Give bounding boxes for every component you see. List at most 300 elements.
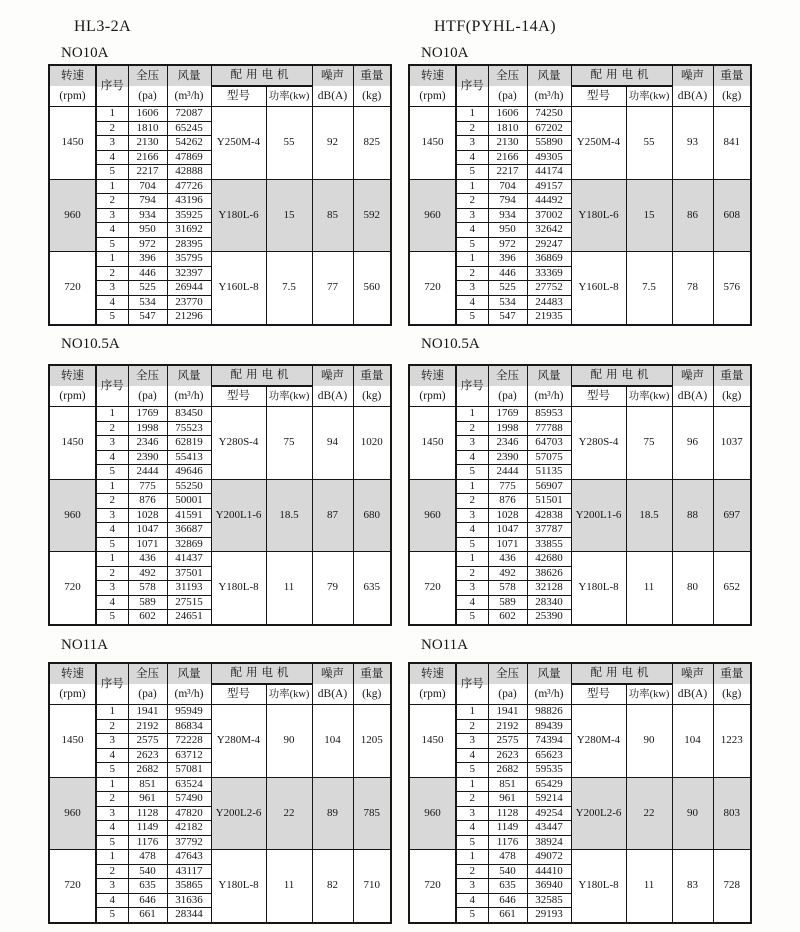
power-cell: 75 bbox=[626, 407, 672, 480]
fan-size-label: NO10A bbox=[61, 45, 109, 61]
pressure-cell: 446 bbox=[488, 266, 527, 281]
index-cell: 4 bbox=[456, 893, 488, 908]
flow-cell: 83450 bbox=[167, 407, 211, 422]
table-row bbox=[49, 107, 391, 122]
rpm-cell: 720 bbox=[409, 552, 456, 625]
pressure-cell: 2390 bbox=[128, 450, 167, 465]
flow-cell: 38626 bbox=[527, 566, 571, 581]
pressure-cell: 1606 bbox=[128, 107, 167, 122]
weight-cell: 785 bbox=[353, 777, 391, 850]
pressure-cell: 2192 bbox=[488, 719, 527, 734]
pressure-cell: 961 bbox=[488, 792, 527, 807]
flow-cell: 49646 bbox=[167, 465, 211, 480]
model-cell: Y180L-8 bbox=[571, 850, 626, 923]
index-cell: 2 bbox=[456, 266, 488, 281]
flow-cell: 57490 bbox=[167, 792, 211, 807]
index-cell: 5 bbox=[96, 465, 128, 480]
flow-cell: 51135 bbox=[527, 465, 571, 480]
power-cell: 11 bbox=[626, 850, 672, 923]
index-cell: 2 bbox=[96, 266, 128, 281]
index-cell: 3 bbox=[96, 879, 128, 894]
table-body bbox=[409, 107, 751, 325]
header-weight: 重量 bbox=[353, 65, 391, 86]
header-row-top bbox=[409, 365, 751, 386]
table-row bbox=[49, 777, 391, 792]
flow-cell: 65623 bbox=[527, 748, 571, 763]
flow-cell: 77788 bbox=[527, 421, 571, 436]
flow-cell: 29247 bbox=[527, 237, 571, 252]
index-cell: 1 bbox=[456, 850, 488, 865]
header-weight: 重量 bbox=[353, 663, 391, 684]
model-cell: Y180L-8 bbox=[211, 850, 266, 923]
model-cell: Y180L-8 bbox=[211, 552, 266, 625]
pressure-cell: 436 bbox=[488, 552, 527, 567]
flow-cell: 72087 bbox=[167, 107, 211, 122]
header-noise-unit: dB(A) bbox=[672, 684, 713, 705]
pressure-cell: 396 bbox=[488, 252, 527, 267]
flow-cell: 54262 bbox=[167, 136, 211, 151]
pressure-cell: 2682 bbox=[128, 763, 167, 778]
header-noise: 噪声 bbox=[312, 365, 353, 386]
pressure-cell: 478 bbox=[128, 850, 167, 865]
header-weight-unit: (kg) bbox=[353, 86, 391, 107]
model-cell: Y200L2-6 bbox=[571, 777, 626, 850]
pressure-cell: 1176 bbox=[488, 835, 527, 850]
header-noise-unit: dB(A) bbox=[672, 386, 713, 407]
index-cell: 5 bbox=[96, 310, 128, 325]
pressure-cell: 775 bbox=[488, 479, 527, 494]
weight-cell: 841 bbox=[713, 107, 751, 180]
model-cell: Y200L2-6 bbox=[211, 777, 266, 850]
rpm-cell: 720 bbox=[49, 252, 96, 325]
header-flow-unit: (m³/h) bbox=[527, 386, 571, 407]
header-motor: 配用电机 bbox=[571, 65, 672, 86]
header-index: 序号 bbox=[456, 65, 488, 107]
table-body bbox=[409, 407, 751, 625]
flow-cell: 43196 bbox=[167, 194, 211, 209]
index-cell: 3 bbox=[96, 136, 128, 151]
pressure-cell: 876 bbox=[488, 494, 527, 509]
spec-table bbox=[48, 64, 392, 326]
model-cell: Y200L1-6 bbox=[571, 479, 626, 552]
header-model: 型号 bbox=[211, 684, 266, 705]
power-cell: 90 bbox=[626, 705, 672, 778]
header-weight-unit: (kg) bbox=[713, 386, 751, 407]
weight-cell: 1020 bbox=[353, 407, 391, 480]
index-cell: 4 bbox=[456, 150, 488, 165]
pressure-cell: 1176 bbox=[128, 835, 167, 850]
header-weight-unit: (kg) bbox=[353, 684, 391, 705]
pressure-cell: 1028 bbox=[488, 508, 527, 523]
pressure-cell: 1128 bbox=[488, 806, 527, 821]
header-pressure-unit: (pa) bbox=[128, 386, 167, 407]
flow-cell: 59214 bbox=[527, 792, 571, 807]
pressure-cell: 704 bbox=[128, 179, 167, 194]
index-cell: 5 bbox=[456, 237, 488, 252]
index-cell: 4 bbox=[456, 748, 488, 763]
rpm-cell: 960 bbox=[49, 479, 96, 552]
flow-cell: 55413 bbox=[167, 450, 211, 465]
index-cell: 4 bbox=[96, 893, 128, 908]
weight-cell: 728 bbox=[713, 850, 751, 923]
flow-cell: 75523 bbox=[167, 421, 211, 436]
noise-cell: 92 bbox=[312, 107, 353, 180]
pressure-cell: 851 bbox=[128, 777, 167, 792]
index-cell: 3 bbox=[456, 806, 488, 821]
header-speed-unit: (rpm) bbox=[49, 86, 96, 107]
power-cell: 11 bbox=[266, 552, 312, 625]
index-cell: 3 bbox=[96, 281, 128, 296]
flow-cell: 37501 bbox=[167, 566, 211, 581]
flow-cell: 47820 bbox=[167, 806, 211, 821]
index-cell: 4 bbox=[96, 748, 128, 763]
header-index: 序号 bbox=[96, 365, 128, 407]
model-cell: Y250M-4 bbox=[211, 107, 266, 180]
pressure-cell: 961 bbox=[128, 792, 167, 807]
header-speed: 转速 bbox=[409, 663, 456, 684]
flow-cell: 95949 bbox=[167, 705, 211, 720]
header-row-top bbox=[49, 65, 391, 86]
table-header bbox=[49, 663, 391, 705]
model-cell: Y160L-8 bbox=[211, 252, 266, 325]
header-noise: 噪声 bbox=[672, 365, 713, 386]
flow-cell: 65245 bbox=[167, 121, 211, 136]
flow-cell: 37787 bbox=[527, 523, 571, 538]
table-body bbox=[49, 705, 391, 923]
noise-cell: 88 bbox=[672, 479, 713, 552]
power-cell: 11 bbox=[626, 552, 672, 625]
flow-cell: 43447 bbox=[527, 821, 571, 836]
pressure-cell: 1769 bbox=[488, 407, 527, 422]
flow-cell: 27752 bbox=[527, 281, 571, 296]
spec-table bbox=[48, 662, 392, 924]
index-cell: 1 bbox=[456, 552, 488, 567]
pressure-cell: 2623 bbox=[488, 748, 527, 763]
pressure-cell: 934 bbox=[488, 208, 527, 223]
header-motor: 配用电机 bbox=[571, 365, 672, 386]
header-power: 功率(kw) bbox=[266, 386, 312, 407]
fan-size-label: NO11A bbox=[61, 637, 108, 653]
header-flow-unit: (m³/h) bbox=[527, 684, 571, 705]
flow-cell: 63524 bbox=[167, 777, 211, 792]
pressure-cell: 1047 bbox=[488, 523, 527, 538]
header-weight-unit: (kg) bbox=[353, 386, 391, 407]
flow-cell: 55890 bbox=[527, 136, 571, 151]
rpm-cell: 1450 bbox=[409, 107, 456, 180]
pressure-cell: 1941 bbox=[128, 705, 167, 720]
index-cell: 4 bbox=[456, 821, 488, 836]
flow-cell: 47869 bbox=[167, 150, 211, 165]
header-noise-unit: dB(A) bbox=[312, 684, 353, 705]
header-noise-unit: dB(A) bbox=[672, 86, 713, 107]
index-cell: 3 bbox=[456, 281, 488, 296]
flow-cell: 86834 bbox=[167, 719, 211, 734]
table-row bbox=[49, 850, 391, 865]
power-cell: 18.5 bbox=[266, 479, 312, 552]
flow-cell: 74250 bbox=[527, 107, 571, 122]
header-pressure: 全压 bbox=[488, 365, 527, 386]
index-cell: 2 bbox=[456, 194, 488, 209]
header-power: 功率(kw) bbox=[266, 86, 312, 107]
table-row bbox=[409, 107, 751, 122]
flow-cell: 74394 bbox=[527, 734, 571, 749]
header-noise: 噪声 bbox=[312, 663, 353, 684]
pressure-cell: 646 bbox=[488, 893, 527, 908]
flow-cell: 21296 bbox=[167, 310, 211, 325]
pressure-cell: 2217 bbox=[128, 165, 167, 180]
index-cell: 1 bbox=[96, 179, 128, 194]
pressure-cell: 2575 bbox=[488, 734, 527, 749]
pressure-cell: 436 bbox=[128, 552, 167, 567]
pressure-cell: 1047 bbox=[128, 523, 167, 538]
power-cell: 11 bbox=[266, 850, 312, 923]
noise-cell: 89 bbox=[312, 777, 353, 850]
index-cell: 5 bbox=[96, 835, 128, 850]
rpm-cell: 960 bbox=[409, 179, 456, 252]
flow-cell: 31193 bbox=[167, 581, 211, 596]
spec-table-block bbox=[408, 336, 752, 626]
model-cell: Y180L-6 bbox=[571, 179, 626, 252]
flow-cell: 33369 bbox=[527, 266, 571, 281]
flow-cell: 21935 bbox=[527, 310, 571, 325]
model-cell: Y180L-6 bbox=[211, 179, 266, 252]
pressure-cell: 2130 bbox=[128, 136, 167, 151]
header-power: 功率(kw) bbox=[626, 386, 672, 407]
pressure-cell: 794 bbox=[488, 194, 527, 209]
rpm-cell: 720 bbox=[49, 552, 96, 625]
header-noise-unit: dB(A) bbox=[312, 86, 353, 107]
spec-table-block bbox=[408, 45, 752, 326]
pressure-cell: 1149 bbox=[488, 821, 527, 836]
pressure-cell: 775 bbox=[128, 479, 167, 494]
index-cell: 1 bbox=[456, 252, 488, 267]
flow-cell: 64703 bbox=[527, 436, 571, 451]
noise-cell: 96 bbox=[672, 407, 713, 480]
spec-table bbox=[408, 64, 752, 326]
index-cell: 5 bbox=[456, 165, 488, 180]
model-cell: Y180L-8 bbox=[571, 552, 626, 625]
table-row bbox=[409, 252, 751, 267]
rpm-cell: 1450 bbox=[49, 107, 96, 180]
flow-cell: 55250 bbox=[167, 479, 211, 494]
flow-cell: 62819 bbox=[167, 436, 211, 451]
header-index: 序号 bbox=[456, 663, 488, 705]
spec-table bbox=[408, 662, 752, 924]
table-body bbox=[49, 107, 391, 325]
index-cell: 1 bbox=[456, 407, 488, 422]
header-flow: 风量 bbox=[167, 65, 211, 86]
index-cell: 2 bbox=[456, 566, 488, 581]
header-weight-unit: (kg) bbox=[713, 684, 751, 705]
table-row bbox=[49, 179, 391, 194]
pressure-cell: 396 bbox=[128, 252, 167, 267]
rpm-cell: 960 bbox=[409, 777, 456, 850]
index-cell: 1 bbox=[96, 705, 128, 720]
flow-cell: 33855 bbox=[527, 537, 571, 552]
pressure-cell: 492 bbox=[128, 566, 167, 581]
model-cell: Y160L-8 bbox=[571, 252, 626, 325]
pressure-cell: 851 bbox=[488, 777, 527, 792]
header-flow: 风量 bbox=[527, 663, 571, 684]
weight-cell: 1037 bbox=[713, 407, 751, 480]
noise-cell: 104 bbox=[312, 705, 353, 778]
header-speed-unit: (rpm) bbox=[49, 386, 96, 407]
flow-cell: 44174 bbox=[527, 165, 571, 180]
table-row bbox=[409, 850, 751, 865]
flow-cell: 63712 bbox=[167, 748, 211, 763]
flow-cell: 59535 bbox=[527, 763, 571, 778]
header-weight: 重量 bbox=[713, 365, 751, 386]
index-cell: 2 bbox=[456, 421, 488, 436]
pressure-cell: 661 bbox=[488, 908, 527, 923]
flow-cell: 26944 bbox=[167, 281, 211, 296]
power-cell: 18.5 bbox=[626, 479, 672, 552]
header-index: 序号 bbox=[96, 65, 128, 107]
pressure-cell: 2130 bbox=[488, 136, 527, 151]
noise-cell: 87 bbox=[312, 479, 353, 552]
weight-cell: 635 bbox=[353, 552, 391, 625]
index-cell: 3 bbox=[456, 436, 488, 451]
header-noise: 噪声 bbox=[312, 65, 353, 86]
pressure-cell: 525 bbox=[488, 281, 527, 296]
model-cell: Y280S-4 bbox=[571, 407, 626, 480]
flow-cell: 65429 bbox=[527, 777, 571, 792]
flow-cell: 49157 bbox=[527, 179, 571, 194]
pressure-cell: 602 bbox=[128, 610, 167, 625]
flow-cell: 32869 bbox=[167, 537, 211, 552]
index-cell: 4 bbox=[96, 295, 128, 310]
table-header bbox=[49, 365, 391, 407]
flow-cell: 50001 bbox=[167, 494, 211, 509]
model-cell: Y200L1-6 bbox=[211, 479, 266, 552]
index-cell: 2 bbox=[96, 421, 128, 436]
index-cell: 1 bbox=[96, 850, 128, 865]
table-header bbox=[409, 365, 751, 407]
header-motor: 配用电机 bbox=[211, 663, 312, 684]
pressure-cell: 578 bbox=[128, 581, 167, 596]
index-cell: 5 bbox=[96, 908, 128, 923]
index-cell: 5 bbox=[456, 310, 488, 325]
table-header bbox=[409, 65, 751, 107]
pressure-cell: 1810 bbox=[128, 121, 167, 136]
header-speed-unit: (rpm) bbox=[49, 684, 96, 705]
index-cell: 5 bbox=[456, 908, 488, 923]
header-speed: 转速 bbox=[49, 663, 96, 684]
flow-cell: 51501 bbox=[527, 494, 571, 509]
table-header bbox=[409, 663, 751, 705]
rpm-cell: 1450 bbox=[409, 407, 456, 480]
pressure-cell: 534 bbox=[128, 295, 167, 310]
power-cell: 7.5 bbox=[266, 252, 312, 325]
pressure-cell: 540 bbox=[128, 864, 167, 879]
pressure-cell: 589 bbox=[128, 595, 167, 610]
index-cell: 5 bbox=[456, 763, 488, 778]
flow-cell: 32128 bbox=[527, 581, 571, 596]
weight-cell: 825 bbox=[353, 107, 391, 180]
index-cell: 2 bbox=[96, 194, 128, 209]
pressure-cell: 1998 bbox=[128, 421, 167, 436]
header-flow: 风量 bbox=[167, 365, 211, 386]
table-row bbox=[409, 777, 751, 792]
header-row-top bbox=[49, 365, 391, 386]
index-cell: 5 bbox=[96, 165, 128, 180]
header-pressure-unit: (pa) bbox=[128, 684, 167, 705]
pressure-cell: 547 bbox=[128, 310, 167, 325]
index-cell: 2 bbox=[456, 864, 488, 879]
header-flow-unit: (m³/h) bbox=[167, 86, 211, 107]
header-model: 型号 bbox=[211, 86, 266, 107]
index-cell: 2 bbox=[456, 494, 488, 509]
flow-cell: 36687 bbox=[167, 523, 211, 538]
table-body bbox=[49, 407, 391, 625]
spec-table-block bbox=[408, 637, 752, 924]
index-cell: 3 bbox=[96, 581, 128, 596]
fan-size-label: NO10A bbox=[421, 45, 469, 61]
power-cell: 90 bbox=[266, 705, 312, 778]
pressure-cell: 534 bbox=[488, 295, 527, 310]
pressure-cell: 602 bbox=[488, 610, 527, 625]
table-row bbox=[49, 407, 391, 422]
index-cell: 2 bbox=[456, 719, 488, 734]
pressure-cell: 547 bbox=[488, 310, 527, 325]
table-row bbox=[49, 479, 391, 494]
pressure-cell: 2575 bbox=[128, 734, 167, 749]
flow-cell: 24483 bbox=[527, 295, 571, 310]
flow-cell: 28344 bbox=[167, 908, 211, 923]
index-cell: 1 bbox=[456, 777, 488, 792]
noise-cell: 93 bbox=[672, 107, 713, 180]
header-pressure: 全压 bbox=[128, 65, 167, 86]
spec-table-block bbox=[48, 336, 392, 626]
pressure-cell: 1149 bbox=[128, 821, 167, 836]
flow-cell: 67202 bbox=[527, 121, 571, 136]
pressure-cell: 794 bbox=[128, 194, 167, 209]
header-pressure: 全压 bbox=[128, 365, 167, 386]
header-speed-unit: (rpm) bbox=[409, 386, 456, 407]
header-motor: 配用电机 bbox=[211, 365, 312, 386]
power-cell: 55 bbox=[626, 107, 672, 180]
rpm-cell: 720 bbox=[49, 850, 96, 923]
noise-cell: 86 bbox=[672, 179, 713, 252]
table-row bbox=[49, 252, 391, 267]
flow-cell: 49305 bbox=[527, 150, 571, 165]
table-row bbox=[409, 552, 751, 567]
flow-cell: 27515 bbox=[167, 595, 211, 610]
pressure-cell: 972 bbox=[488, 237, 527, 252]
pressure-cell: 1028 bbox=[128, 508, 167, 523]
weight-cell: 576 bbox=[713, 252, 751, 325]
product-model-title: HTF(PYHL-14A) bbox=[434, 18, 557, 35]
flow-cell: 35925 bbox=[167, 208, 211, 223]
index-cell: 3 bbox=[96, 806, 128, 821]
header-flow: 风量 bbox=[527, 365, 571, 386]
weight-cell: 697 bbox=[713, 479, 751, 552]
flow-cell: 32642 bbox=[527, 223, 571, 238]
header-speed: 转速 bbox=[49, 365, 96, 386]
rpm-cell: 720 bbox=[409, 850, 456, 923]
noise-cell: 83 bbox=[672, 850, 713, 923]
product-column-left bbox=[48, 0, 394, 932]
header-flow-unit: (m³/h) bbox=[167, 386, 211, 407]
flow-cell: 29193 bbox=[527, 908, 571, 923]
index-cell: 4 bbox=[96, 595, 128, 610]
pressure-cell: 704 bbox=[488, 179, 527, 194]
noise-cell: 78 bbox=[672, 252, 713, 325]
flow-cell: 41591 bbox=[167, 508, 211, 523]
pressure-cell: 1769 bbox=[128, 407, 167, 422]
header-motor: 配用电机 bbox=[571, 663, 672, 684]
header-speed-unit: (rpm) bbox=[409, 86, 456, 107]
